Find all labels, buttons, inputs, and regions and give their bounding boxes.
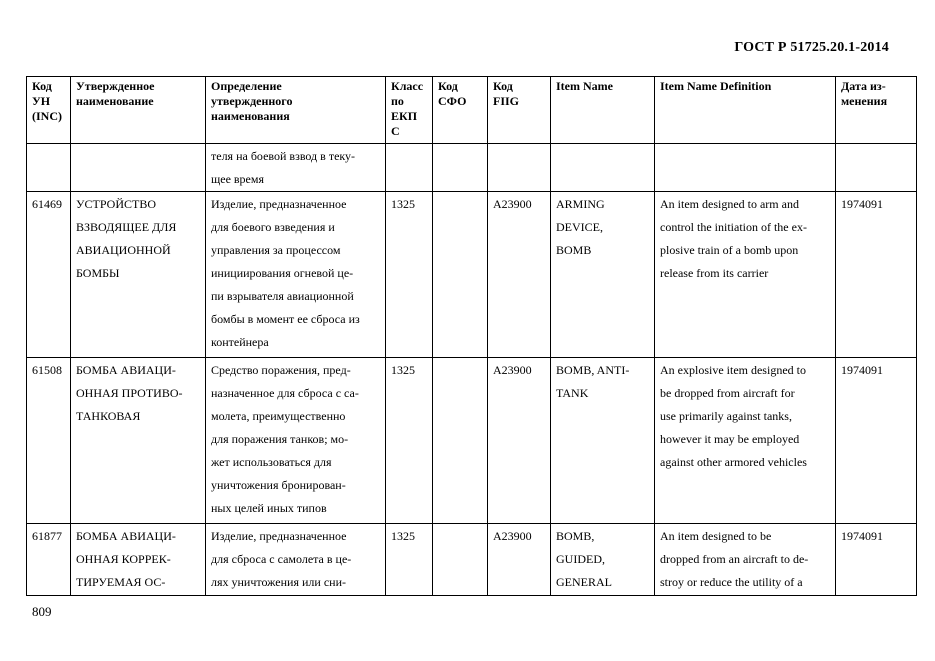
cell-definition-line: управления за процессом	[211, 243, 341, 257]
header-col-sfo: Код СФО	[433, 77, 488, 144]
cell-definition-line: назначенное для сброса с са-	[211, 386, 359, 400]
cell-item-definition-line: be dropped from aircraft for	[660, 386, 795, 400]
cell-definition	[206, 358, 386, 524]
cell-sfo	[433, 524, 488, 596]
cell-item-definition-line: against other armored vehicles	[660, 455, 807, 469]
cell-definition-line: для поражения танков; мо-	[211, 432, 349, 446]
cell-item-definition-line: use primarily against tanks,	[660, 409, 792, 423]
cell-item-name-line: BOMB, ANTI-	[556, 363, 630, 377]
cell-definition-line: теля на боевой взвод в теку-	[211, 149, 356, 163]
cell-definition	[206, 524, 386, 596]
cell-approved-name-line: ТАНКОВАЯ	[76, 409, 141, 423]
cell-definition	[206, 192, 386, 358]
terms-table	[26, 76, 917, 596]
cell-item-name	[551, 192, 655, 358]
cell-definition-line: Изделие, предназначенное	[211, 197, 347, 211]
cell-item-name-line: BOMB,	[556, 529, 595, 543]
cell-item-name-line: ARMING	[556, 197, 605, 211]
cell-definition	[206, 144, 386, 192]
table-header-row	[27, 77, 917, 144]
cell-definition-line: уничтожения бронирован-	[211, 478, 346, 492]
cell-definition-line: жет использоваться для	[211, 455, 332, 469]
cell-approved-name-line: ОННАЯ КОРРЕК-	[76, 552, 171, 566]
cell-definition-line: контейнера	[211, 335, 269, 349]
cell-approved-name-line: БОМБЫ	[76, 266, 120, 280]
cell-definition-line: для сброса с самолета в це-	[211, 552, 352, 566]
cell-fiig: A23900	[488, 358, 551, 524]
table-body	[27, 144, 917, 596]
cell-class: 1325	[386, 358, 433, 524]
cell-item-definition-line: stroy or reduce the utility of a	[660, 575, 803, 589]
cell-definition-line: Средство поражения, пред-	[211, 363, 351, 377]
cell-approved-name-line: ВЗВОДЯЩЕЕ ДЛЯ	[76, 220, 177, 234]
cell-approved-name-line: АВИАЦИОННОЙ	[76, 243, 171, 257]
cell-inc: 61469	[27, 192, 71, 358]
cell-item-name	[551, 144, 655, 192]
cell-class: 1325	[386, 192, 433, 358]
header-col-item-definition: Item Name Definition	[655, 77, 836, 144]
cell-approved-name	[71, 144, 206, 192]
cell-item-name-line: GENERAL	[556, 575, 612, 589]
cell-item-definition-line: An explosive item designed to	[660, 363, 806, 377]
cell-item-definition-line: plosive train of a bomb upon	[660, 243, 799, 257]
cell-sfo	[433, 144, 488, 192]
cell-approved-name-line: БОМБА АВИАЦИ-	[76, 363, 176, 377]
cell-date: 1974091	[836, 192, 917, 358]
cell-definition-line: щее время	[211, 172, 264, 186]
cell-approved-name	[71, 358, 206, 524]
cell-fiig: A23900	[488, 524, 551, 596]
cell-definition-line: лях уничтожения или сни-	[211, 575, 346, 589]
table-row	[27, 358, 917, 524]
page-number: 809	[32, 604, 52, 619]
table-row	[27, 192, 917, 358]
cell-approved-name-line: БОМБА АВИАЦИ-	[76, 529, 176, 543]
header-col-fiig: Код FIIG	[488, 77, 551, 144]
document-standard-number: ГОСТ Р 51725.20.1-2014	[734, 40, 889, 55]
cell-definition-line: молета, преимущественно	[211, 409, 346, 423]
cell-item-definition	[655, 524, 836, 596]
cell-approved-name-line: УСТРОЙСТВО	[76, 197, 156, 211]
cell-definition-line: Изделие, предназначенное	[211, 529, 347, 543]
cell-definition-line: инициирования огневой це-	[211, 266, 354, 280]
cell-item-definition-line: dropped from an aircraft to de-	[660, 552, 809, 566]
table-row	[27, 144, 917, 192]
cell-item-name	[551, 524, 655, 596]
cell-approved-name-line: ОННАЯ ПРОТИВО-	[76, 386, 183, 400]
header-col-inc: Код УН (INC)	[27, 77, 71, 144]
cell-definition-line: ных целей иных типов	[211, 501, 327, 515]
cell-item-name	[551, 358, 655, 524]
cell-item-name-line: BOMB	[556, 243, 592, 257]
cell-item-name-line: TANK	[556, 386, 589, 400]
cell-item-definition	[655, 358, 836, 524]
cell-definition-line: пи взрывателя авиационной	[211, 289, 354, 303]
cell-item-definition-line: however it may be employed	[660, 432, 800, 446]
cell-date: 1974091	[836, 358, 917, 524]
cell-item-definition-line: An item designed to be	[660, 529, 772, 543]
header-col-approved-name: Утвержденное наименование	[71, 77, 206, 144]
cell-approved-name	[71, 192, 206, 358]
cell-inc: 61508	[27, 358, 71, 524]
header-col-change-date: Дата из- менения	[836, 77, 917, 144]
cell-fiig	[488, 144, 551, 192]
cell-sfo	[433, 358, 488, 524]
cell-item-name-line: DEVICE,	[556, 220, 603, 234]
cell-fiig: A23900	[488, 192, 551, 358]
cell-class	[386, 144, 433, 192]
cell-date: 1974091	[836, 524, 917, 596]
cell-item-definition-line: An item designed to arm and	[660, 197, 799, 211]
cell-item-definition-line: control the initiation of the ex-	[660, 220, 807, 234]
header-col-class: Класс по ЕКП С	[386, 77, 433, 144]
cell-item-definition	[655, 144, 836, 192]
cell-item-name-line: GUIDED,	[556, 552, 605, 566]
cell-date	[836, 144, 917, 192]
cell-class: 1325	[386, 524, 433, 596]
header-col-definition: Определение утвержденного наименования	[206, 77, 386, 144]
table-row	[27, 524, 917, 596]
header-col-item-name: Item Name	[551, 77, 655, 144]
cell-item-definition	[655, 192, 836, 358]
cell-approved-name-line: ТИРУЕМАЯ ОС-	[76, 575, 166, 589]
cell-definition-line: для боевого взведения и	[211, 220, 335, 234]
cell-inc	[27, 144, 71, 192]
cell-item-definition-line: release from its carrier	[660, 266, 769, 280]
cell-approved-name	[71, 524, 206, 596]
cell-sfo	[433, 192, 488, 358]
cell-inc: 61877	[27, 524, 71, 596]
cell-definition-line: бомбы в момент ее сброса из	[211, 312, 360, 326]
